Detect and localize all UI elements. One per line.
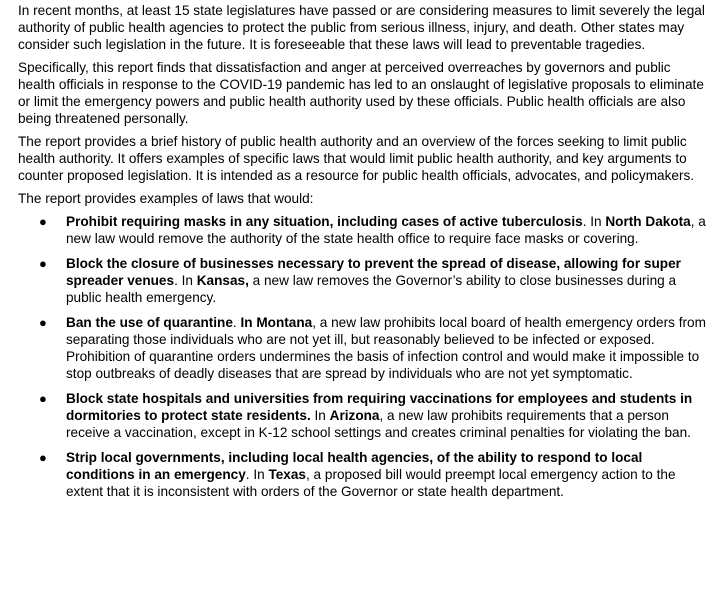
bullet-icon: ● (39, 315, 47, 330)
bullet-state: Kansas, (196, 273, 249, 288)
bullet-heading: Block state hospitals and universities from requiring vaccinations for employees and students in dormitories to protect state residents. (66, 391, 693, 423)
bullet-icon: ● (39, 256, 47, 271)
examples-lead-in: The report provides examples of laws that would: (18, 191, 314, 206)
bullet-state: North Dakota (605, 214, 691, 229)
bullet-body: , a new law prohibits requirements that a person receive a vaccination, except in K-12 school settings and creates criminal penalties for violating the ban. (66, 408, 691, 440)
bullet-icon: ● (39, 214, 47, 229)
bullet-heading: Ban the use of quarantine (66, 315, 233, 330)
bullet-body: , a new law prohibits local board of health emergency orders from separating those individuals who are not yet ill, but reasonably believed to be infected or exposed. Prohibition of quarantine orders undermines the basis of infection control and would make it impossible to stop outbreaks of deadly diseases that are spread by individuals who are not yet symptomatic. (66, 315, 706, 381)
bullet-icon: ● (39, 450, 47, 465)
bullet-icon: ● (39, 391, 47, 406)
bullet-heading: Prohibit requiring masks in any situation, including cases of active tuberculosis (66, 214, 583, 229)
bullet-connector: . In (582, 214, 606, 229)
bullet-body: a new law removes the Governor’s ability to close businesses during a public health emergency. (66, 273, 677, 305)
bullet-body: , a proposed bill would preempt local emergency action to the extent that it is inconsistent with orders of the Governor or state health department. (66, 467, 676, 499)
list-item (18, 449, 708, 500)
intro-paragraph: In recent months, at least 15 state legislatures have passed or are considering measures to limit severely the legal authority of public health agencies to protect the public from serious illness, injury, and death. Other states may consider such legislation in the future. It is foreseeable that these laws will lead to preventable tragedies. (18, 3, 705, 52)
bullet-connector: . (232, 315, 241, 330)
bullet-connector: . In (245, 467, 269, 482)
bullet-connector: In (310, 408, 330, 423)
bullet-body: , a new law would remove the authority of the state health office to require face masks or covering. (66, 214, 706, 246)
bullet-state: Arizona (329, 408, 380, 423)
bullet-state: Texas (268, 467, 306, 482)
bullet-heading: Block the closure of businesses necessary to prevent the spread of disease, allowing for super spreader venues (66, 256, 681, 288)
document-body (18, 2, 708, 508)
findings-paragraph: Specifically, this report finds that dissatisfaction and anger at perceived overreaches by governors and public health officials in response to the COVID-19 pandemic has led to an onslaught of legislative proposals to eliminate or limit the emergency powers and public health authority used by these officials. Public health officials are also being threatened personally. (18, 60, 704, 126)
list-item (18, 314, 708, 382)
bullet-connector: . In (174, 273, 197, 288)
bullet-state: In Montana (240, 315, 313, 330)
list-item (18, 390, 708, 441)
list-item (18, 255, 708, 306)
list-item (18, 213, 708, 247)
overview-paragraph: The report provides a brief history of public health authority and an overview of the forces seeking to limit public health authority. It offers examples of specific laws that would limit public health authority, and key arguments to counter proposed legislation. It is intended as a resource for public health officials, advocates, and policymakers. (18, 134, 695, 183)
bullet-heading: Strip local governments, including local health agencies, of the ability to respond to local conditions in an emergency (66, 450, 643, 482)
examples-list (18, 213, 708, 500)
